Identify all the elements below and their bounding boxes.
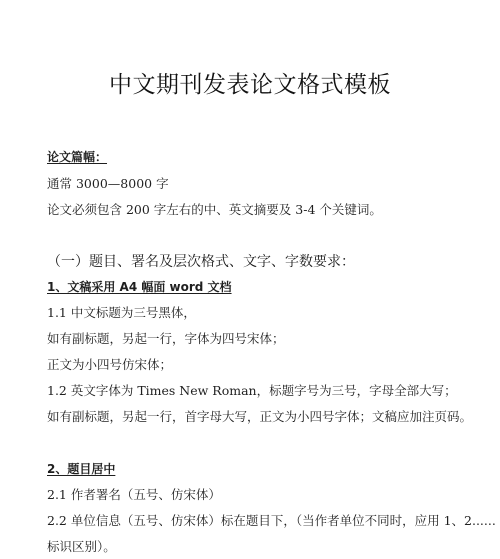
document-title: 中文期刊发表论文格式模板 bbox=[109, 72, 391, 98]
item-1-1: 1.1 中文标题为三号黑体， bbox=[47, 305, 196, 320]
item-en-subtitle-rule: 如有副标题，另起一行，首字母大写，正文为小四号字体；文稿应加注页码。 bbox=[47, 409, 473, 424]
item-2-2-continued: 标识区别）。 bbox=[47, 539, 116, 554]
length-line-2: 论文必须包含 200 字左右的中、英文摘要及 3-4 个关键词。 bbox=[47, 202, 382, 217]
item-2-1: 2.1 作者署名（五号、仿宋体） bbox=[47, 487, 221, 502]
item-1-2: 1.2 英文字体为 Times New Roman，标题字号为三号，字母全部大写； bbox=[47, 383, 457, 398]
subsection-title-1: 1、文稿采用 A4 幅面 word 文档 bbox=[47, 280, 232, 294]
section-label-length: 论文篇幅： bbox=[47, 150, 108, 164]
section-heading-one: （一）题目、署名及层次格式、文字、字数要求： bbox=[47, 254, 355, 270]
subsection-title-2: 2、题目居中 bbox=[47, 462, 116, 476]
length-line-1: 通常 3000—8000 字 bbox=[47, 176, 169, 191]
item-body-rule: 正文为小四号仿宋体； bbox=[47, 357, 173, 372]
item-2-2: 2.2 单位信息（五号、仿宋体）标在题目下，（当作者单位不同时，应用 1、2...... bbox=[47, 513, 496, 528]
item-subtitle-rule: 如有副标题，另起一行，字体为四号宋体； bbox=[47, 331, 285, 346]
